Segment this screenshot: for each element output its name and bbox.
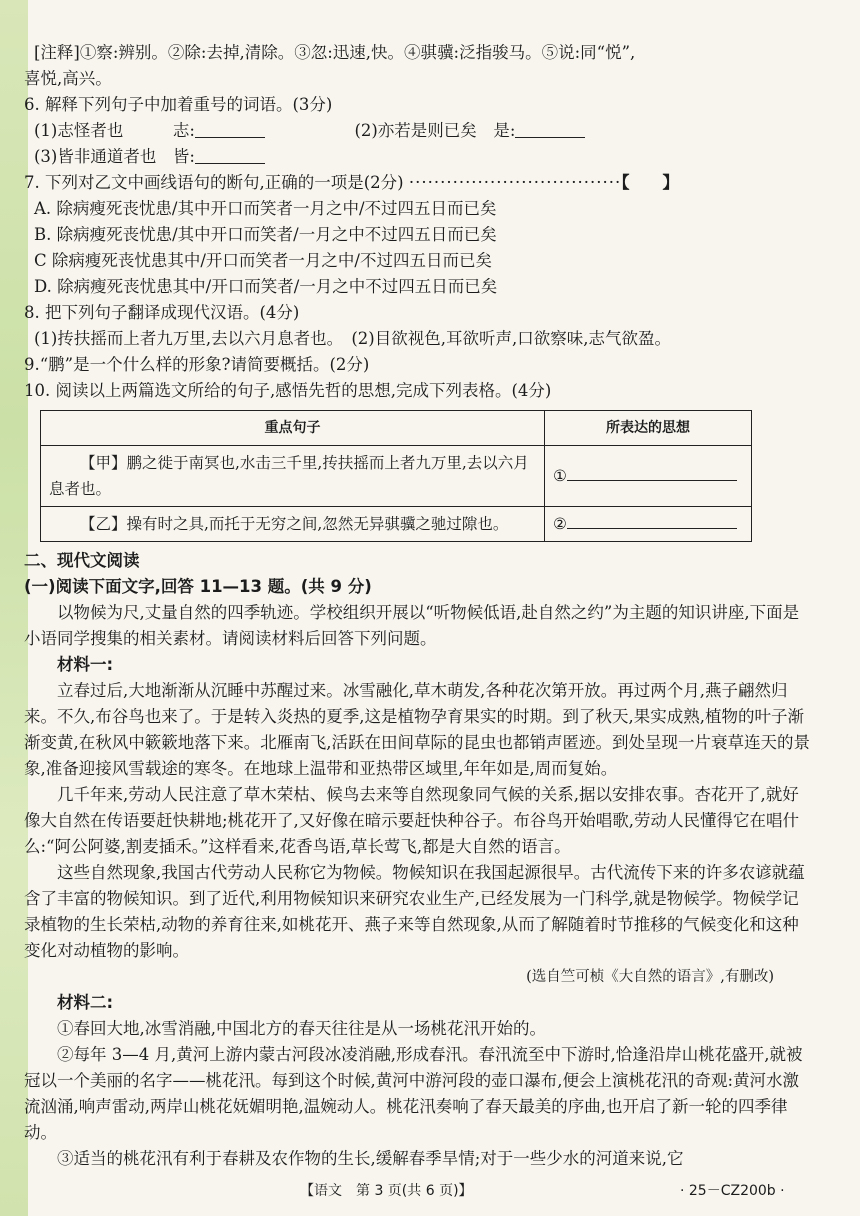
page-content [24, 40, 814, 1172]
q7-option-c: C 除病瘦死丧忧患其中/开口而笑者一月之中/不过四五日而已矣 [34, 251, 492, 270]
table-row [41, 507, 752, 542]
material-2-paragraph: ①春回大地,冰雪消融,中国北方的春天往往是从一场桃花汛开始的。 [57, 1019, 546, 1038]
material-1-paragraph: 这些自然现象,我国古代劳动人民称它为物候。物候知识在我国起源很早。古代流传下来的许多农谚就蕴含了丰富的物候知识。到了近代,利用物候知识来研究农业生产,已经发展为一门科学,就是物候学。物候学记录植物的生长荣枯,动物的养育往来,如桃花开、燕子来等自然现象,从而了解随着时节推移的气候变化和这种变化对动植物的影响。 [24, 863, 805, 960]
paper-code: · 25－CZ200b · [680, 1183, 785, 1199]
section-title: 二、现代文阅读 [24, 551, 140, 570]
q6-row-1 [24, 118, 814, 144]
annotation-line-cont: 喜悦,高兴。 [24, 69, 112, 88]
table-cell-answer[interactable]: ② [545, 507, 752, 542]
question-9: 9.“鹏”是一个什么样的形象?请简要概括。(2分) [24, 355, 370, 374]
material-2-title: 材料二: [57, 993, 114, 1012]
annotation-line: [注释]①察:辨别。②除:去掉,清除。③忽:迅速,快。④骐骥:泛指骏马。⑤说:同“悦”, [34, 43, 636, 62]
table-header-sentence: 重点句子 [41, 411, 545, 446]
table-row [41, 446, 752, 507]
material-1-title: 材料一: [57, 655, 114, 674]
material-2-paragraph: ③适当的桃花汛有利于春耕及农作物的生长,缓解春季旱情;对于一些少水的河道来说,它 [57, 1149, 684, 1168]
question-6: 6. 解释下列句子中加着重号的词语。(3分) [24, 95, 333, 114]
q6-item-3: (3)皆非通道者也 皆: [24, 144, 814, 170]
page-number: 【语文 第 3 页(共 6 页)】 [300, 1183, 473, 1199]
table-cell-sentence: 【乙】操有时之具,而托于无穷之间,忽然无异骐骥之驰过隙也。 [41, 507, 545, 542]
q6-item-1: (1)志怪者也 志: [34, 118, 265, 144]
source-citation: (选自竺可桢《大自然的语言》,有删改) [526, 969, 774, 985]
table-header-thought: 所表达的思想 [545, 411, 752, 446]
answer-bracket[interactable]: 【 】 [621, 173, 679, 192]
material-1-paragraph: 立春过后,大地渐渐从沉睡中苏醒过来。冰雪融化,草木萌发,各种花次第开放。再过两个月,燕子翩然归来。不久,布谷鸟也来了。于是转入炎热的夏季,这是植物孕育果实的时期。到了秋天,果实成熟,植物的叶子渐渐变黄,在秋风中簌簌地落下来。北雁南飞,活跃在田间草际的昆虫也都销声匿迹。到处呈现一片衰草连天的景象,准备迎接风雪载途的寒冬。在地球上温带和亚热带区域里,年年如是,周而复始。 [24, 681, 810, 778]
q6-item-2: (2)亦若是则已矣 是: [305, 118, 585, 144]
subsection-title: (一)阅读下面文字,回答 11—13 题。(共 9 分) [24, 577, 372, 596]
answer-blank[interactable] [195, 147, 265, 164]
answer-blank[interactable] [195, 121, 265, 138]
table-cell-sentence: 【甲】鹏之徙于南冥也,水击三千里,抟扶摇而上者九万里,去以六月息者也。 [41, 446, 545, 507]
q7-option-a: A. 除病瘦死丧忧患/其中开口而笑者一月之中/不过四五日而已矣 [34, 199, 497, 218]
intro-paragraph: 以物候为尺,丈量自然的四季轨迹。学校组织开展以“听物候低语,赴自然之约”为主题的知识讲座,下面是小语同学搜集的相关素材。请阅读材料后回答下列问题。 [24, 603, 800, 648]
question-10: 10. 阅读以上两篇选文所给的句子,感悟先哲的思想,完成下列表格。(4分) [24, 381, 552, 400]
question-8: 8. 把下列句子翻译成现代汉语。(4分) [24, 303, 300, 322]
thought-table [40, 410, 752, 542]
q7-option-b: B. 除病瘦死丧忧患/其中开口而笑者/一月之中不过四五日而已矣 [34, 225, 497, 244]
q8-items: (1)抟扶摇而上者九万里,去以六月息者也。 (2)目欲视色,耳欲听声,口欲察味,志气欲盈。 [34, 329, 671, 348]
table-cell-answer[interactable]: ① [545, 446, 752, 507]
q7-option-d: D. 除病瘦死丧忧患其中/开口而笑者/一月之中不过四五日而已矣 [34, 277, 498, 296]
material-2-paragraph: ②每年 3—4 月,黄河上游内蒙古河段冰凌消融,形成春汛。春汛流至中下游时,恰逢沿岸山桃花盛开,就被冠以一个美丽的名字——桃花汛。每到这个时候,黄河中游河段的壶口瀑布,便会上演桃花汛的奇观:黄河水激流汹涌,响声雷动,两岸山桃花妩媚明艳,温婉动人。桃花汛奏响了春天最美的序曲,也开启了新一轮的四季律动。 [24, 1045, 803, 1142]
material-1-paragraph: 几千年来,劳动人民注意了草木荣枯、候鸟去来等自然现象同气候的关系,据以安排农事。杏花开了,就好像大自然在传语要赶快耕地;桃花开了,又好像在暗示要赶快种谷子。布谷鸟开始唱歌,劳动人民懂得它在唱什么:“阿公阿婆,割麦插禾。”这样看来,花香鸟语,草长莺飞,都是大自然的语言。 [24, 785, 800, 856]
question-7: 7. 下列对乙文中画线语句的断句,正确的一项是(2分) ··································【 】 [24, 173, 679, 192]
answer-blank[interactable] [515, 121, 585, 138]
